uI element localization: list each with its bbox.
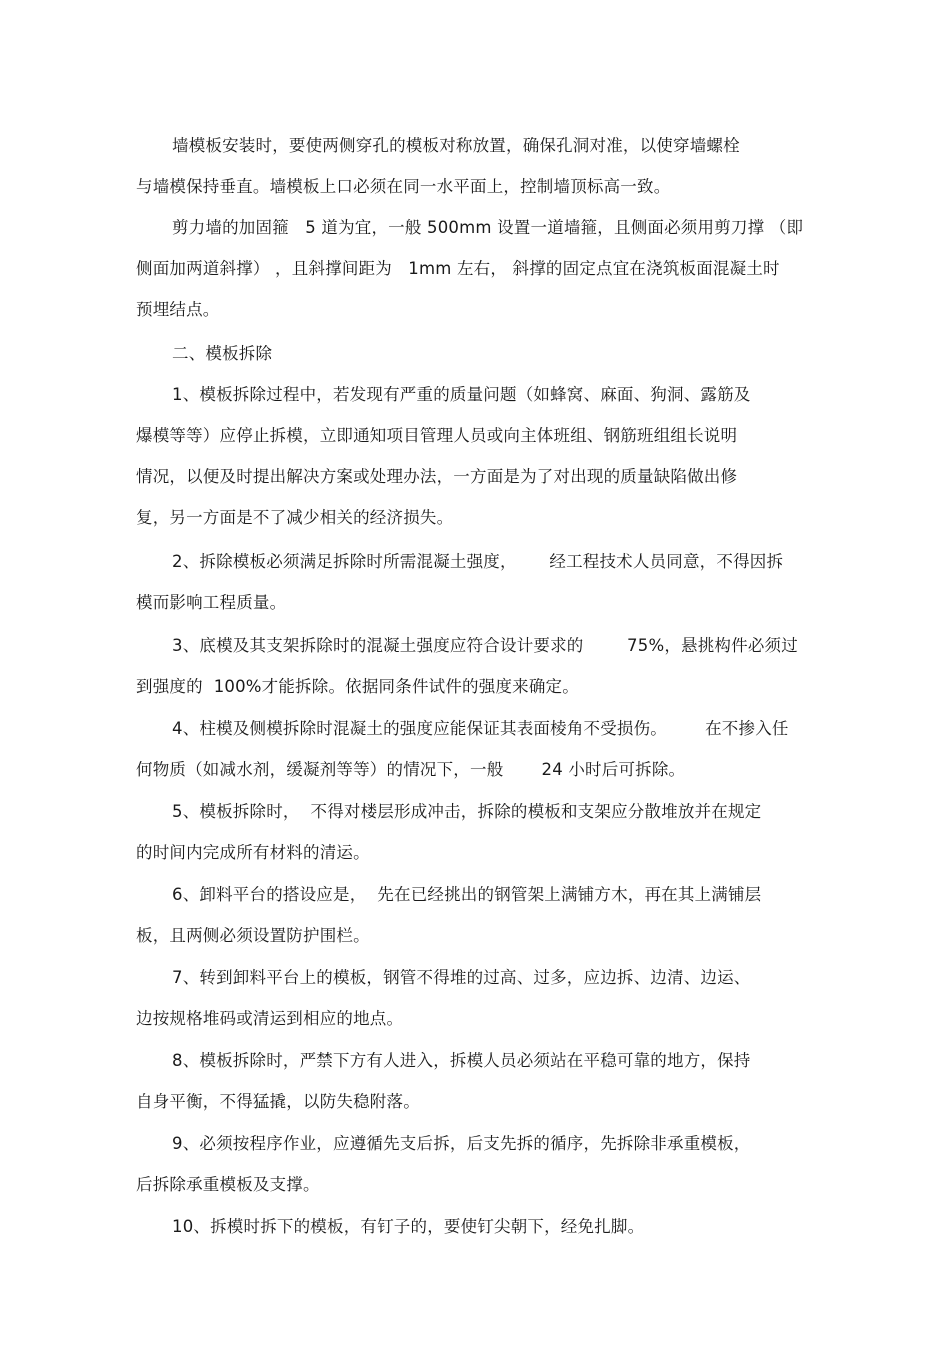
text-line: 9、必须按程序作业，应遵循先支后拆，后支先拆的循序，先拆除非承重模板， (172, 1134, 751, 1153)
text-line: 何物质（如减水剂，缓凝剂等等）的情况下，一般 24 小时后可拆除。 (136, 760, 686, 779)
text-line: 情况，以便及时提出解决方案或处理办法，一方面是为了对出现的质量缺陷做出修 (136, 467, 738, 486)
text-line: 剪力墙的加固箍 5 道为宜，一般 500mm 设置一道墙箍，且侧面必须用剪刀撑 （即 (172, 218, 804, 237)
text-line: 3、底模及其支架拆除时的混凝土强度应符合设计要求的 75%，悬挑构件必须过 (172, 636, 798, 655)
text-line: 板，且两侧必须设置防护围栏。 (136, 926, 370, 945)
text-line: 8、模板拆除时，严禁下方有人进入，拆模人员必须站在平稳可靠的地方，保持 (172, 1051, 751, 1070)
text-line: 10、拆模时拆下的模板，有钉子的，要使钉尖朝下，经免扎脚。 (172, 1217, 645, 1236)
text-line: 的时间内完成所有材料的清运。 (136, 843, 370, 862)
text-line: 后拆除承重模板及支撑。 (136, 1175, 320, 1194)
text-line: 复，另一方面是不了减少相关的经济损失。 (136, 508, 454, 527)
text-line: 1、模板拆除过程中，若发现有严重的质量问题（如蜂窝、麻面、狗洞、露筋及 (172, 385, 751, 404)
text-line: 5、模板拆除时， 不得对楼层形成冲击，拆除的模板和支架应分散堆放并在规定 (172, 802, 762, 821)
text-line: 自身平衡，不得猛撬，以防失稳附落。 (136, 1092, 420, 1111)
text-line: 墙模板安装时，要使两侧穿孔的模板对称放置，确保孔洞对准，以使穿墙螺栓 (172, 136, 740, 155)
text-line: 侧面加两道斜撑） ，且斜撑间距为 1mm 左右， 斜撑的固定点宜在浇筑板面混凝土时 (136, 259, 780, 278)
text-line: 预埋结点。 (136, 300, 220, 319)
section-heading: 二、模板拆除 (172, 344, 273, 363)
text-line: 与墙模保持垂直。墙模板上口必须在同一水平面上，控制墙顶标高一致。 (136, 177, 671, 196)
text-line: 边按规格堆码或清运到相应的地点。 (136, 1009, 404, 1028)
text-line: 4、柱模及侧模拆除时混凝土的强度应能保证其表面棱角不受损伤。 在不掺入任 (172, 719, 789, 738)
text-line: 6、卸料平台的搭设应是， 先在已经挑出的钢管架上满铺方木，再在其上满铺层 (172, 885, 762, 904)
text-line: 2、拆除模板必须满足拆除时所需混凝土强度， 经工程技术人员同意，不得因拆 (172, 552, 784, 571)
text-line: 到强度的 100%才能拆除。依据同条件试件的强度来确定。 (136, 677, 579, 696)
text-line: 模而影响工程质量。 (136, 593, 287, 612)
text-line: 7、转到卸料平台上的模板，钢管不得堆的过高、过多，应边拆、边清、边运、 (172, 968, 751, 987)
text-line: 爆模等等）应停止拆模，立即通知项目管理人员或向主体班组、钢筋班组组长说明 (136, 426, 738, 445)
